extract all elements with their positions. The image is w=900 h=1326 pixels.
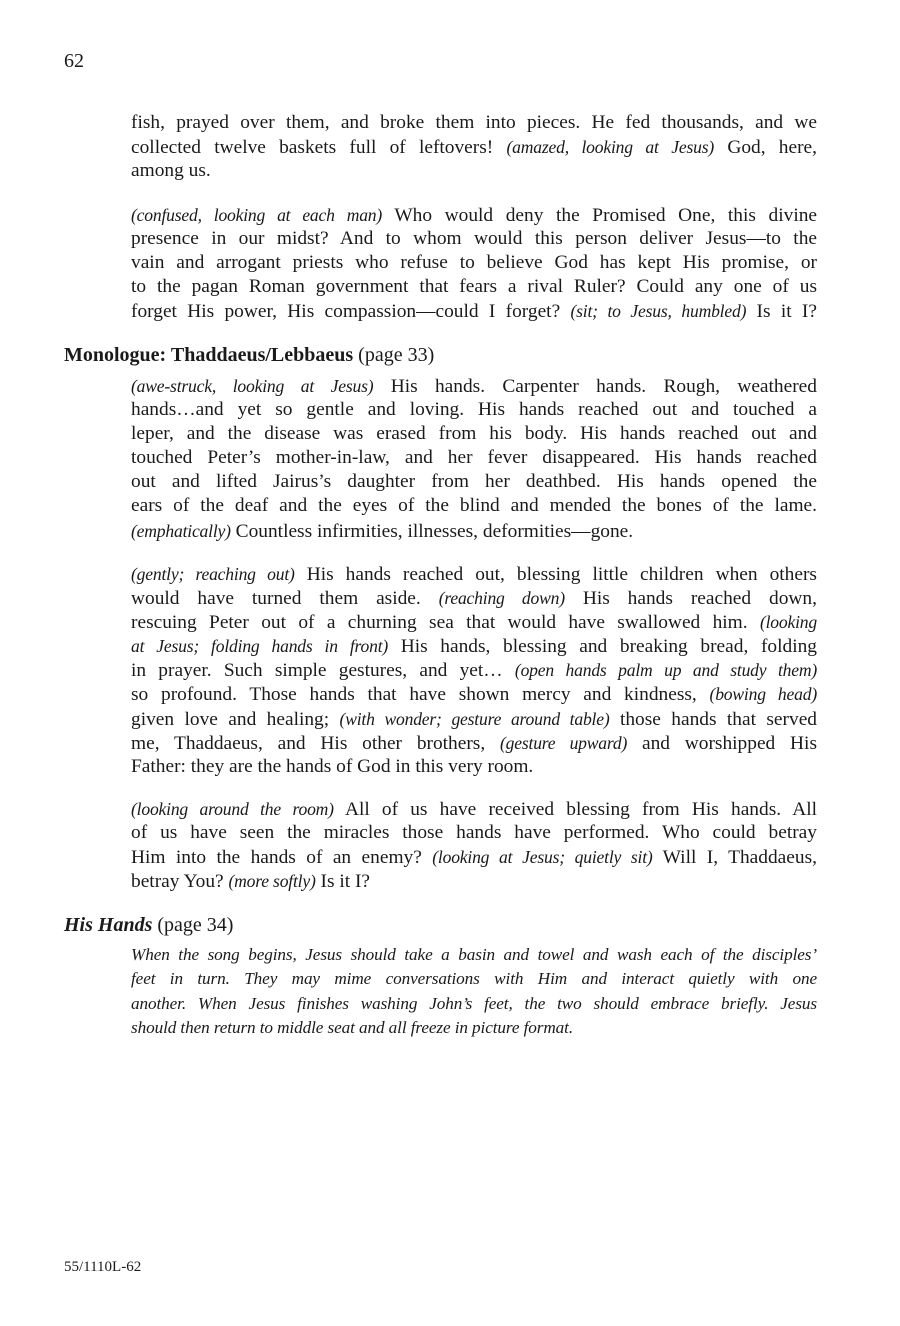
- text-line: feet in turn. They may mime conversations with Him and interact quietly with one: [131, 969, 817, 989]
- stage-direction: (emphatically): [131, 520, 231, 541]
- text-line: presence in our midst? And to whom would this person deliver Jesus—to the: [131, 228, 817, 250]
- stage-direction: (looking: [759, 612, 817, 633]
- text-line: vain and arrogant priests who refuse to believe God has kept His promise, or: [131, 252, 817, 274]
- text-line: Him into the hands of an enemy? (looking at Jesus; quietly sit) Will I, Thaddaeus,: [131, 847, 817, 869]
- text-line: (gently; reaching out) His hands reached out, blessing little children when others: [131, 564, 817, 585]
- footer-code: 55/1110L-62: [64, 1259, 142, 1275]
- text-line: (looking around the room) All of us have received blessing from His hands. All: [131, 799, 817, 820]
- stage-direction: (open hands palm up and study them): [514, 660, 818, 681]
- text-line: leper, and the disease was erased from his body. His hands reached out and: [131, 423, 817, 445]
- stage-direction: (with wonder; gesture around table): [339, 708, 610, 729]
- text-line: When the song begins, Jesus should take a basin and towel and wash each of the disciples’: [131, 945, 817, 964]
- stage-direction: at Jesus; folding hands in front): [131, 636, 389, 657]
- paragraph-loaves-fishes: [131, 111, 817, 183]
- text-line: at Jesus; folding hands in front) His hands, blessing and breaking bread, folding: [131, 636, 817, 658]
- paragraph-his-hands-healing: [131, 374, 817, 543]
- stage-directions-block: [131, 943, 817, 1040]
- heading-title: Monologue: Thaddaeus/Lebbaeus: [64, 344, 354, 366]
- text-line: in prayer. Such simple gestures, and yet… (open hands palm up and study them): [131, 660, 818, 682]
- text-line: Father: they are the hands of God in this very room.: [131, 755, 534, 777]
- text-line: so profound. Those hands that have shown mercy and kindness, (bowing head): [131, 684, 817, 706]
- text-line: fish, prayed over them, and broke them into pieces. He fed thousands, and we: [131, 112, 817, 133]
- text-line: betray You? (more softly) Is it I?: [131, 871, 371, 893]
- text-line: (emphatically) Countless infirmities, illnesses, deformities—gone.: [131, 520, 634, 542]
- text-line: out and lifted Jairus’s daughter from her deathbed. His hands opened the: [131, 471, 817, 493]
- section-heading-his-hands: [64, 913, 233, 937]
- heading-page-ref: (page 34): [157, 914, 234, 936]
- text-line: given love and healing; (with wonder; gesture around table) those hands that served: [131, 708, 817, 730]
- text-line: among us.: [131, 160, 211, 182]
- stage-direction: (gently; reaching out): [131, 564, 295, 584]
- stage-direction: (reaching down): [438, 588, 565, 609]
- text-line: ears of the deaf and the eyes of the blind and mended the bones of the lame.: [131, 495, 817, 517]
- text-line: to the pagan Roman government that fears a rival Ruler? Could any one of us: [131, 276, 817, 298]
- stage-direction: (looking around the room): [131, 799, 334, 819]
- stage-direction: (bowing head): [709, 684, 817, 705]
- text-line: would have turned them aside. (reaching down) His hands reached down,: [131, 588, 817, 610]
- text-line: rescuing Peter out of a churning sea that would have swallowed him. (looking: [131, 612, 817, 634]
- text-line: collected twelve baskets full of leftovers! (amazed, looking at Jesus) God, here,: [131, 137, 817, 159]
- text-line: of us have seen the miracles those hands have performed. Who could betray: [131, 822, 817, 844]
- stage-direction: (awe-struck, looking at Jesus): [131, 376, 374, 396]
- stage-direction: (gesture upward): [500, 732, 628, 753]
- stage-direction: (looking at Jesus; quietly sit): [432, 847, 653, 868]
- text-line: (awe-struck, looking at Jesus) His hands. Carpenter hands. Rough, weathered: [131, 376, 817, 397]
- section-heading-monologue: [64, 343, 434, 367]
- stage-direction: (more softly): [228, 871, 316, 892]
- text-line: should then return to middle seat and all freeze in picture format.: [131, 1017, 574, 1037]
- text-line: forget His power, His compassion—could I forget? (sit; to Jesus, humbled) Is it I?: [131, 301, 817, 323]
- text-line: another. When Jesus finishes washing John’s feet, the two should embrace briefly. Jesus: [131, 993, 817, 1013]
- text-line: (confused, looking at each man) Who would deny the Promised One, this divine: [131, 205, 818, 226]
- heading-title: His Hands: [64, 914, 153, 936]
- paragraph-promised-one: [131, 203, 817, 323]
- stage-direction: (sit; to Jesus, humbled): [570, 301, 747, 322]
- text-line: touched Peter’s mother-in-law, and her fever disappeared. His hands reached: [131, 447, 817, 469]
- text-line: hands…and yet so gentle and loving. His hands reached out and touched a: [131, 399, 817, 421]
- stage-direction: (amazed, looking at Jesus): [506, 137, 715, 158]
- stage-direction: (confused, looking at each man): [131, 205, 383, 225]
- paragraph-is-it-i: [131, 797, 817, 893]
- heading-page-ref: (page 33): [358, 344, 435, 366]
- paragraph-his-hands-blessing: [131, 562, 817, 779]
- page-number: 62: [64, 50, 84, 72]
- text-line: me, Thaddaeus, and His other brothers, (gesture upward) and worshipped His: [131, 732, 817, 754]
